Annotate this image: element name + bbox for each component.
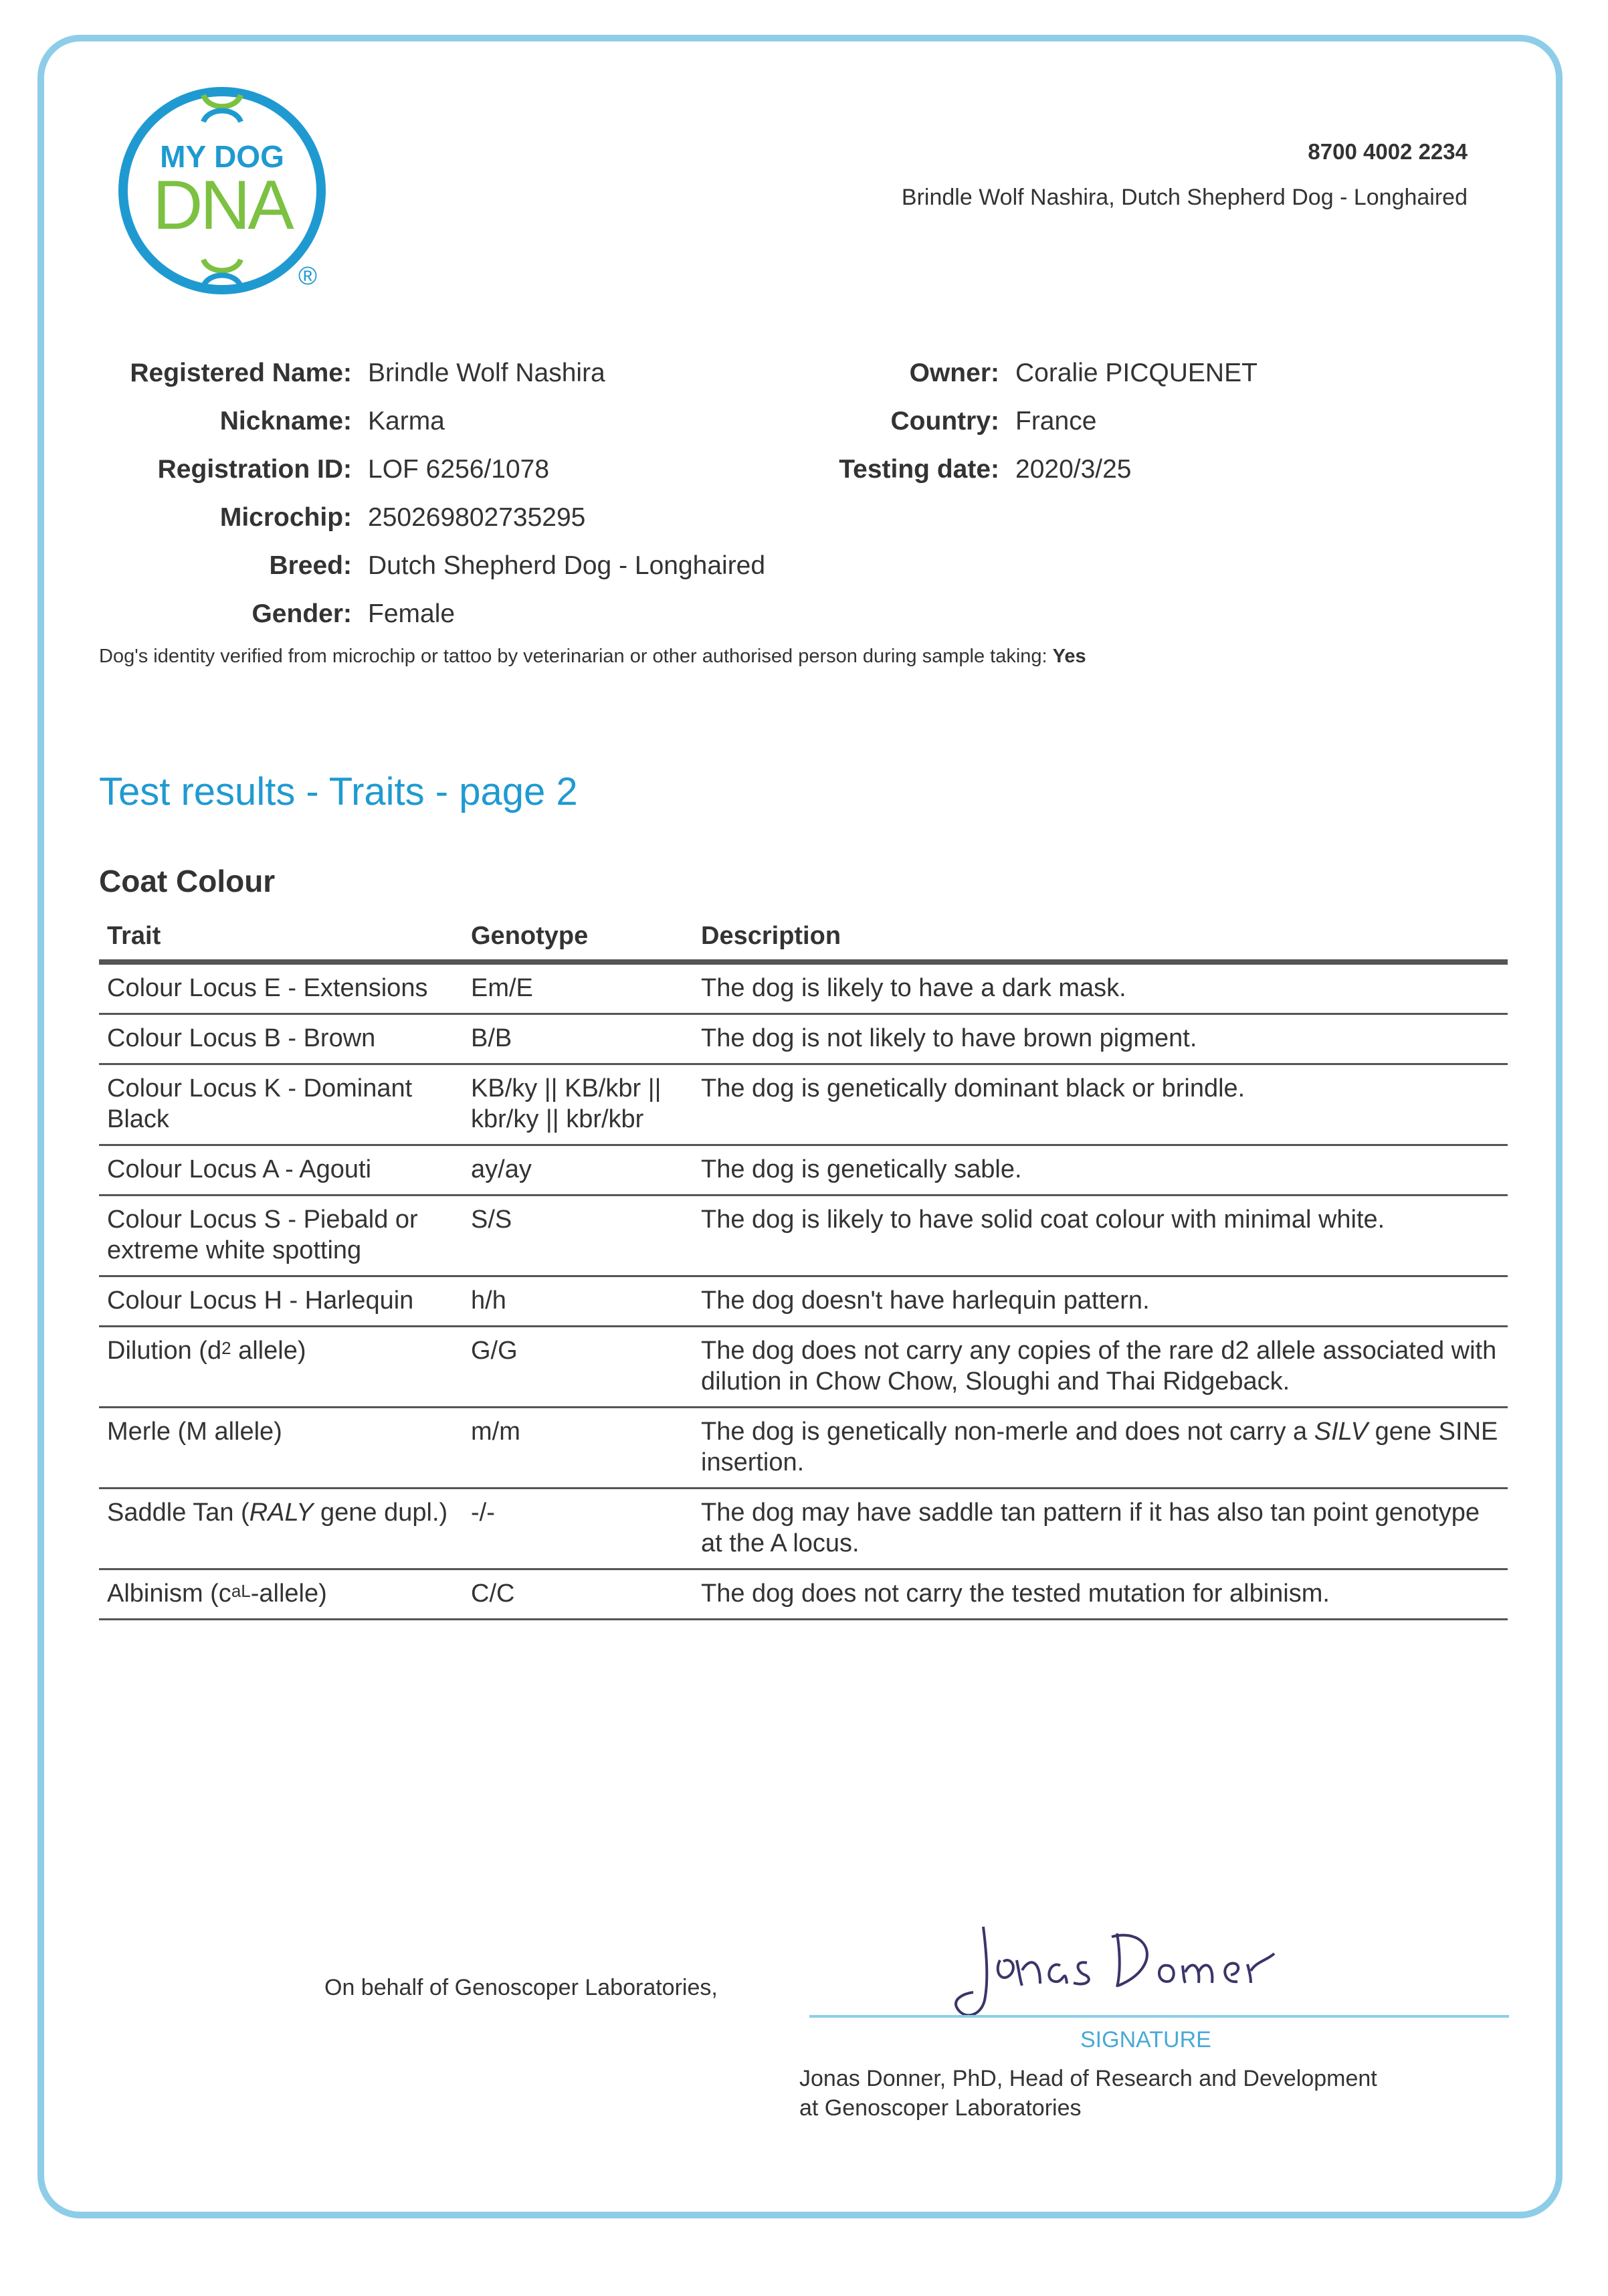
verification-text: Dog's identity verified from microchip or tattoo by veterinarian or other authorised person during sample taking: [99, 646, 1047, 667]
trait-cell: Colour Locus K - Dominant Black [99, 1064, 463, 1145]
logo-line2: DNA [153, 167, 292, 244]
trait-cell: Merle (M allele) [99, 1408, 463, 1489]
on-behalf-text: On behalf of Genoscoper Laboratories, [324, 1975, 718, 2000]
identity-verification [99, 646, 1086, 668]
genotype-cell: h/h [463, 1276, 693, 1327]
col-header-trait: Trait [99, 915, 463, 962]
microchip-label: Microchip: [219, 503, 352, 532]
description-cell: The dog is genetically dominant black or brindle. [693, 1064, 1508, 1145]
section-title: Test results - Traits - page 2 [99, 770, 578, 814]
description-cell: The dog is likely to have a dark mask. [693, 962, 1508, 1014]
logo-line1: MY DOG [160, 139, 284, 174]
nickname-value: Karma [368, 407, 445, 436]
table-row [99, 1489, 1508, 1569]
owner-label: Owner: [909, 359, 999, 387]
genotype-cell: m/m [463, 1408, 693, 1489]
sub-title: Coat Colour [99, 864, 276, 898]
signature-label: SIGNATURE [1080, 2027, 1211, 2052]
description-cell: The dog is genetically sable. [693, 1145, 1508, 1195]
signer-info [799, 2064, 1377, 2123]
registration-id-label: Registration ID: [157, 455, 352, 484]
col-header-description: Description [693, 915, 1508, 962]
table-row [99, 1195, 1508, 1276]
table-row [99, 1014, 1508, 1064]
trait-cell: Colour Locus S - Piebald or extreme white spotting [99, 1195, 463, 1276]
testing-date-label: Testing date: [839, 455, 999, 484]
col-header-genotype: Genotype [463, 915, 693, 962]
nickname-label: Nickname: [219, 407, 352, 436]
trait-cell: Colour Locus E - Extensions [99, 962, 463, 1014]
table-row [99, 1276, 1508, 1327]
gender-label: Gender: [252, 599, 352, 628]
registered-name-value: Brindle Wolf Nashira [368, 359, 605, 387]
microchip-value: 250269802735295 [368, 503, 586, 532]
description-cell: The dog may have saddle tan pattern if it has also tan point genotype at the A locus. [693, 1489, 1508, 1569]
registered-mark: ® [298, 262, 317, 290]
signer-line1: Jonas Donner, PhD, Head of Research and Development [799, 2066, 1377, 2091]
genotype-cell: ay/ay [463, 1145, 693, 1195]
registration-id-value: LOF 6256/1078 [368, 455, 550, 484]
description-cell: The dog doesn't have harlequin pattern. [693, 1276, 1508, 1327]
country-value: France [1015, 407, 1097, 436]
breed-label: Breed: [269, 551, 352, 580]
breed-value: Dutch Shepherd Dog - Longhaired [368, 551, 766, 580]
verification-answer: Yes [1052, 646, 1086, 667]
trait-cell: Saddle Tan (RALY gene dupl.) [99, 1489, 463, 1569]
genotype-cell: S/S [463, 1195, 693, 1276]
dog-title: Brindle Wolf Nashira, Dutch Shepherd Dog - Longhaired [901, 185, 1468, 210]
table-header-row [99, 915, 1508, 962]
genotype-cell: -/- [463, 1489, 693, 1569]
table-row [99, 1145, 1508, 1195]
coat-colour-table [99, 915, 1508, 1620]
table-row [99, 1064, 1508, 1145]
trait-cell: Albinism $(c^{aL}-allele)$ [99, 1569, 463, 1620]
table-row [99, 962, 1508, 1014]
trait-cell: Colour Locus B - Brown [99, 1014, 463, 1064]
signature-line [809, 2015, 1509, 2018]
description-cell: The dog is likely to have solid coat colour with minimal white. [693, 1195, 1508, 1276]
description-cell: The dog is not likely to have brown pigment. [693, 1014, 1508, 1064]
description-cell: The dog does not carry any copies of the rare d2 allele associated with dilution in Chow Chow, Sloughi and Thai Ridgeback. [693, 1327, 1508, 1408]
genotype-cell: KB/ky || KB/kbr || kbr/ky || kbr/kbr [463, 1064, 693, 1145]
handwritten-signature [936, 1913, 1338, 2027]
description-cell: The dog is genetically non-merle and does not carry a SILV gene SINE insertion. [693, 1408, 1508, 1489]
table-row [99, 1569, 1508, 1620]
table-row [99, 1408, 1508, 1489]
trait-cell: Colour Locus H - Harlequin [99, 1276, 463, 1327]
country-label: Country: [890, 407, 999, 436]
test-id: 8700 4002 2234 [1308, 139, 1468, 164]
testing-date-value: 2020/3/25 [1015, 455, 1132, 484]
genotype-cell: Em/E [463, 962, 693, 1014]
genotype-cell: C/C [463, 1569, 693, 1620]
genotype-cell: G/G [463, 1327, 693, 1408]
table-row [99, 1327, 1508, 1408]
registered-name-label: Registered Name: [130, 359, 352, 387]
description-cell: The dog does not carry the tested mutation for albinism. [693, 1569, 1508, 1620]
trait-cell: Colour Locus A - Agouti [99, 1145, 463, 1195]
trait-cell: Dilution ($d^2$ allele) [99, 1327, 463, 1408]
genotype-cell: B/B [463, 1014, 693, 1064]
owner-value: Coralie PICQUENET [1015, 359, 1258, 387]
signer-line2: at Genoscoper Laboratories [799, 2095, 1082, 2121]
gender-value: Female [368, 599, 456, 628]
